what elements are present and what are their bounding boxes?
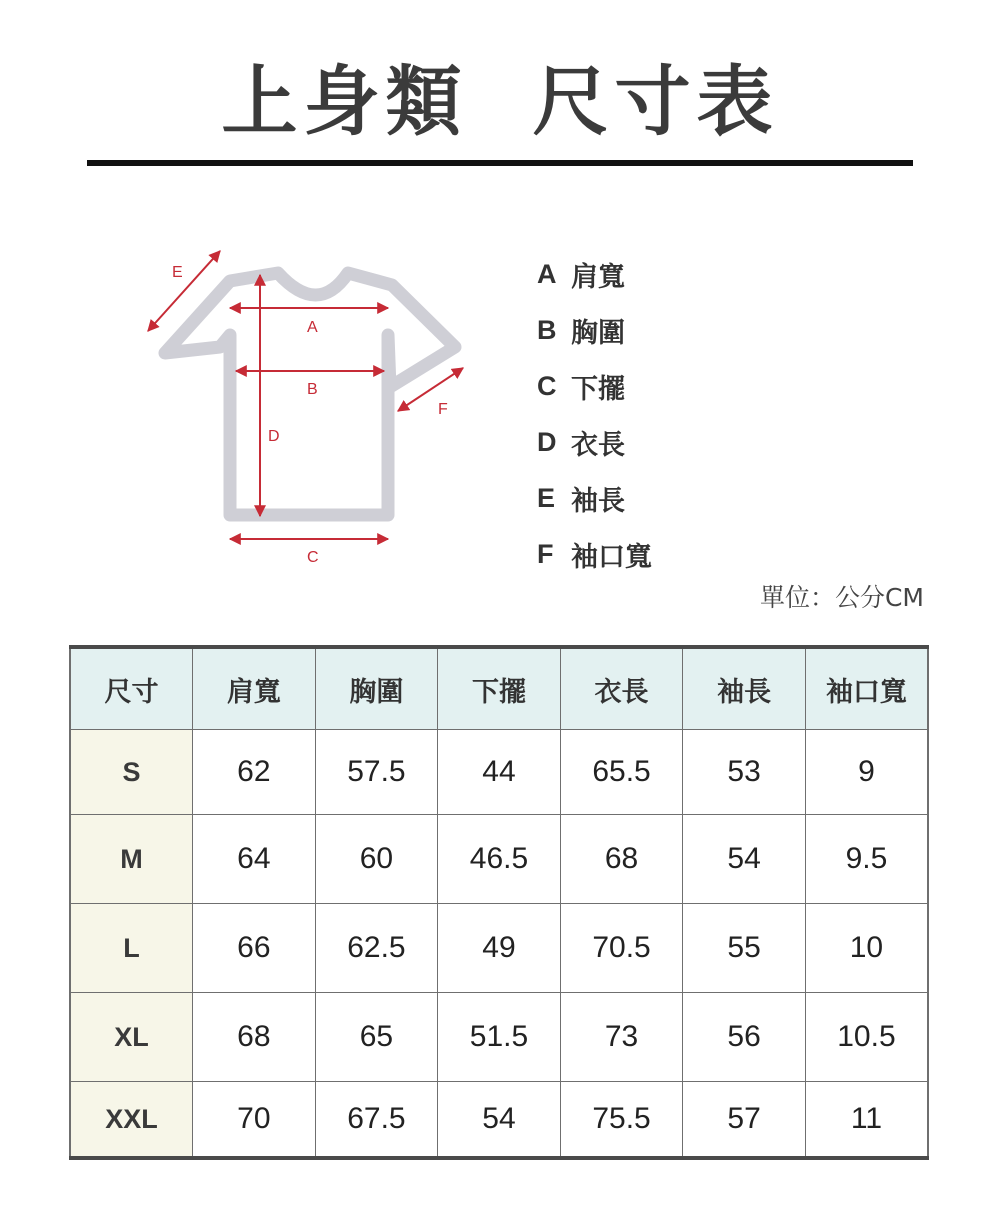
legend-label: 袖口寬 [571,541,652,573]
table-cell: 68 [193,993,316,1082]
legend-letter: F [537,538,554,569]
legend-label: 胸圍 [571,317,625,349]
table-cell: 70.5 [560,904,683,993]
table-cell: 70 [193,1082,316,1159]
table-cell: 65.5 [560,730,683,815]
legend-letter: E [537,482,556,513]
header-length: 衣長 [560,647,683,730]
table-cell: 55 [683,904,806,993]
table-row [70,815,928,904]
table-header-row [70,647,928,730]
table-cell: 68 [560,815,683,904]
table-cell: 56 [683,993,806,1082]
table-cell: 65 [315,993,438,1082]
legend-label: 袖長 [571,485,625,517]
table-row [70,1082,928,1159]
table-cell: 57 [683,1082,806,1159]
table-cell: 11 [805,1082,928,1159]
table-cell: 67.5 [315,1082,438,1159]
size-cell: M [70,815,193,904]
header-size: 尺寸 [70,647,193,730]
legend-item-d [537,414,837,470]
legend-item-b [537,302,837,358]
legend-item-c [537,358,837,414]
legend-label: 肩寬 [571,261,625,293]
table-cell: 57.5 [315,730,438,815]
table-cell: 49 [438,904,561,993]
header-shoulder: 肩寬 [193,647,316,730]
table-cell: 64 [193,815,316,904]
table-cell: 9 [805,730,928,815]
size-table [69,645,929,1160]
table-cell: 73 [560,993,683,1082]
tshirt-icon [130,235,480,575]
table-row [70,993,928,1082]
table-row [70,904,928,993]
label-d: D [268,428,280,445]
header-sleeve-length: 袖長 [683,647,806,730]
size-cell: L [70,904,193,993]
table-cell: 44 [438,730,561,815]
header-hem: 下擺 [438,647,561,730]
unit-note: 單位：公分CM [759,583,924,612]
size-cell: S [70,730,193,815]
legend-letter: B [537,314,557,345]
page-title: 上身類 尺寸表 [221,57,779,146]
table-cell: 51.5 [438,993,561,1082]
table-row [70,730,928,815]
size-cell: XXL [70,1082,193,1159]
table-cell: 62 [193,730,316,815]
table-cell: 54 [438,1082,561,1159]
title-divider [87,160,913,166]
legend-label: 下擺 [571,373,625,405]
label-f: F [438,401,448,418]
legend-letter: A [537,258,557,289]
legend-item-f [537,526,837,582]
tshirt-measurement-diagram [130,235,480,575]
table-cell: 54 [683,815,806,904]
legend-letter: C [537,370,557,401]
header-sleeve-opening: 袖口寬 [805,647,928,730]
table-cell: 10.5 [805,993,928,1082]
table-cell: 46.5 [438,815,561,904]
legend-letter: D [537,426,557,457]
legend-item-e [537,470,837,526]
measurement-legend [537,246,837,582]
table-cell: 62.5 [315,904,438,993]
table-cell: 75.5 [560,1082,683,1159]
legend-item-a [537,246,837,302]
table-cell: 10 [805,904,928,993]
label-b: B [307,381,318,398]
size-cell: XL [70,993,193,1082]
label-a: A [307,319,318,336]
table-cell: 60 [315,815,438,904]
header-chest: 胸圍 [315,647,438,730]
label-e: E [172,264,183,281]
table-cell: 9.5 [805,815,928,904]
table-cell: 66 [193,904,316,993]
table-cell: 53 [683,730,806,815]
label-c: C [307,549,319,566]
legend-label: 衣長 [571,429,625,461]
